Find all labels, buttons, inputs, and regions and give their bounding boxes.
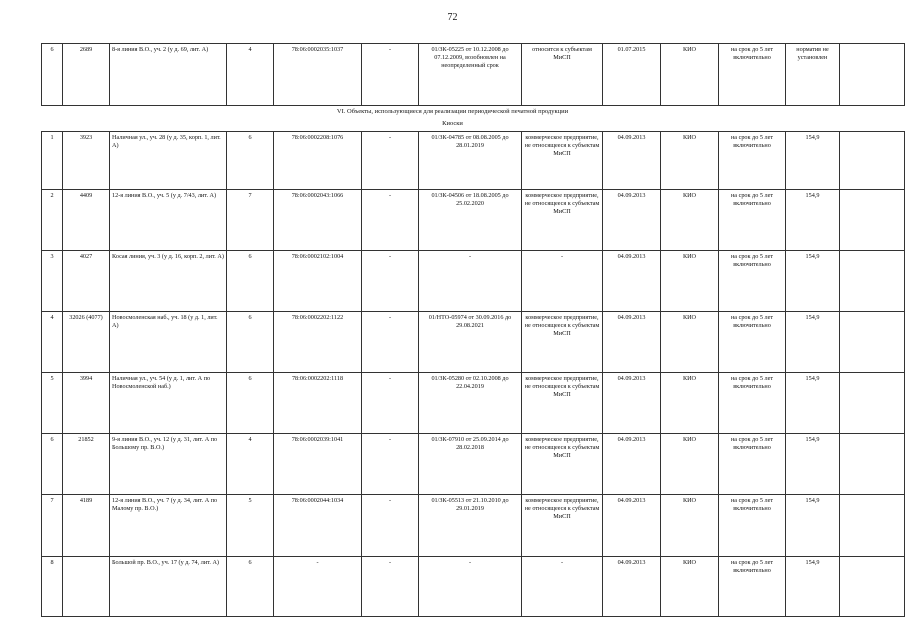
table-row bbox=[42, 312, 905, 373]
note bbox=[840, 434, 905, 495]
page-number: 72 bbox=[447, 12, 458, 23]
note bbox=[840, 44, 905, 106]
extra-field: - bbox=[362, 190, 419, 251]
contract: 01/ЗК-04785 от 08.08.2005 до 28.01.2019 bbox=[419, 132, 522, 190]
tenant-type: коммерческое предприятие, не относящееся к субъектам МиСП bbox=[522, 190, 603, 251]
table-row bbox=[42, 557, 905, 617]
contract: 01/ЗК-07910 от 25.09.2014 до 28.02.2018 bbox=[419, 434, 522, 495]
authority: КИО bbox=[661, 312, 719, 373]
authority: КИО bbox=[661, 190, 719, 251]
tenant-type: относится к субъектам МиСП bbox=[522, 44, 603, 106]
rate: 154,9 bbox=[786, 434, 840, 495]
date: 04.09.2013 bbox=[603, 132, 661, 190]
tenant-type: коммерческое предприятие, не относящееся к субъектам МиСП bbox=[522, 373, 603, 434]
term: на срок до 5 лет включительно bbox=[719, 132, 786, 190]
term: на срок до 5 лет включительно bbox=[719, 373, 786, 434]
term: на срок до 5 лет включительно bbox=[719, 557, 786, 617]
note bbox=[840, 312, 905, 373]
object-id: 32026 (4077) bbox=[63, 312, 110, 373]
cadastral-number: 78:06:0002039:1041 bbox=[274, 434, 362, 495]
contract: 01/НТО-05974 от 30.09.2016 до 29.08.2021 bbox=[419, 312, 522, 373]
extra-field: - bbox=[362, 251, 419, 312]
area: 6 bbox=[227, 312, 274, 373]
row-number: 5 bbox=[42, 373, 63, 434]
contract: 01/ЗК-05513 от 21.10.2010 до 29.01.2019 bbox=[419, 495, 522, 557]
extra-field: - bbox=[362, 557, 419, 617]
table-row bbox=[42, 434, 905, 495]
table-row bbox=[42, 132, 905, 190]
rate: 154,9 bbox=[786, 373, 840, 434]
tenant-type: коммерческое предприятие, не относящееся к субъектам МиСП bbox=[522, 132, 603, 190]
authority: КИО bbox=[661, 557, 719, 617]
area: 6 bbox=[227, 132, 274, 190]
address: 12-я линия В.О., уч. 5 (у д. 7/43, лит. А) bbox=[110, 190, 227, 251]
extra-field: - bbox=[362, 495, 419, 557]
authority: КИО bbox=[661, 251, 719, 312]
date: 04.09.2013 bbox=[603, 557, 661, 617]
row-number: 6 bbox=[42, 434, 63, 495]
row-number: 1 bbox=[42, 132, 63, 190]
object-id: 21852 bbox=[63, 434, 110, 495]
table-row bbox=[42, 373, 905, 434]
extra-field: - bbox=[362, 373, 419, 434]
object-id: 4189 bbox=[63, 495, 110, 557]
note bbox=[840, 495, 905, 557]
tenant-type: - bbox=[522, 251, 603, 312]
cadastral-number: 78:06:0002102:1004 bbox=[274, 251, 362, 312]
object-id: 3923 bbox=[63, 132, 110, 190]
address: 8-я линия В.О., уч. 2 (у д. 69, лит. А) bbox=[110, 44, 227, 106]
contract: 01/ЗК-05225 от 10.12.2008 до 07.12.2009, возобновлен на неопределенный срок bbox=[419, 44, 522, 106]
authority: КИО bbox=[661, 434, 719, 495]
authority: КИО bbox=[661, 495, 719, 557]
area: 5 bbox=[227, 495, 274, 557]
section-subtitle: Киоски bbox=[442, 120, 463, 127]
section-title: VI. Объекты, использующиеся для реализации периодической печатной продукции bbox=[336, 108, 569, 115]
address: Новосмоленская наб., уч. 18 (у д. 1, лит. А) bbox=[110, 312, 227, 373]
extra-field: - bbox=[362, 312, 419, 373]
contract: - bbox=[419, 557, 522, 617]
tenant-type: коммерческое предприятие, не относящееся к субъектам МиСП bbox=[522, 495, 603, 557]
term: на срок до 5 лет включительно bbox=[719, 312, 786, 373]
table-row bbox=[42, 495, 905, 557]
rate: 154,9 bbox=[786, 495, 840, 557]
address: Наличная ул., уч. 28 (у д. 35, корп. 1, лит. А) bbox=[110, 132, 227, 190]
date: 04.09.2013 bbox=[603, 434, 661, 495]
rate: 154,9 bbox=[786, 251, 840, 312]
area: 6 bbox=[227, 557, 274, 617]
note bbox=[840, 557, 905, 617]
note bbox=[840, 251, 905, 312]
date: 01.07.2015 bbox=[603, 44, 661, 106]
object-id: 4027 bbox=[63, 251, 110, 312]
contract: - bbox=[419, 251, 522, 312]
rate: 154,9 bbox=[786, 557, 840, 617]
rate: 154,9 bbox=[786, 132, 840, 190]
address: Наличная ул., уч. 54 (у д. 1, лит. А по Новосмоленской наб.) bbox=[110, 373, 227, 434]
note bbox=[840, 190, 905, 251]
cadastral-number: 78:06:0002202:1118 bbox=[274, 373, 362, 434]
authority: КИО bbox=[661, 373, 719, 434]
cadastral-number: 78:06:0002043:1066 bbox=[274, 190, 362, 251]
address: 9-я линия В.О., уч. 12 (у д. 31, лит. А по Большому пр. В.О.) bbox=[110, 434, 227, 495]
term: на срок до 5 лет включительно bbox=[719, 495, 786, 557]
row-number: 3 bbox=[42, 251, 63, 312]
table-row bbox=[42, 190, 905, 251]
area: 6 bbox=[227, 373, 274, 434]
cadastral-number: - bbox=[274, 557, 362, 617]
address: Большой пр. В.О., уч. 17 (у д. 74, лит. А) bbox=[110, 557, 227, 617]
row-number: 7 bbox=[42, 495, 63, 557]
cadastral-number: 78:06:0002202:1122 bbox=[274, 312, 362, 373]
kiosk-table bbox=[41, 131, 905, 617]
authority: КИО bbox=[661, 44, 719, 106]
note bbox=[840, 132, 905, 190]
cadastral-number: 78:06:0002035:1037 bbox=[274, 44, 362, 106]
date: 04.09.2013 bbox=[603, 190, 661, 251]
area: 7 bbox=[227, 190, 274, 251]
term: на срок до 5 лет включительно bbox=[719, 190, 786, 251]
object-id bbox=[63, 557, 110, 617]
object-id: 2689 bbox=[63, 44, 110, 106]
object-id: 4409 bbox=[63, 190, 110, 251]
row-number: 4 bbox=[42, 312, 63, 373]
tenant-type: - bbox=[522, 557, 603, 617]
address: 12-я линия В.О., уч. 7 (у д. 34, лит. А по Малому пр. В.О.) bbox=[110, 495, 227, 557]
extra-field: - bbox=[362, 434, 419, 495]
row-number: 2 bbox=[42, 190, 63, 251]
note bbox=[840, 373, 905, 434]
top-table bbox=[41, 43, 905, 106]
rate: 154,9 bbox=[786, 190, 840, 251]
term: на срок до 5 лет включительно bbox=[719, 251, 786, 312]
address: Косая линия, уч. 3 (у д. 16, корп. 2, лит. А) bbox=[110, 251, 227, 312]
table-row bbox=[42, 44, 905, 106]
rate: 154,9 bbox=[786, 312, 840, 373]
date: 04.09.2013 bbox=[603, 373, 661, 434]
area: 4 bbox=[227, 44, 274, 106]
extra-field: - bbox=[362, 44, 419, 106]
area: 4 bbox=[227, 434, 274, 495]
contract: 01/ЗК-04506 от 18.08.2005 до 25.02.2020 bbox=[419, 190, 522, 251]
date: 04.09.2013 bbox=[603, 251, 661, 312]
row-number: 6 bbox=[42, 44, 63, 106]
date: 04.09.2013 bbox=[603, 495, 661, 557]
term: на срок до 5 лет включительно bbox=[719, 44, 786, 106]
extra-field: - bbox=[362, 132, 419, 190]
area: 6 bbox=[227, 251, 274, 312]
table-row bbox=[42, 251, 905, 312]
contract: 01/ЗК-05280 от 02.10.2008 до 22.04.2019 bbox=[419, 373, 522, 434]
cadastral-number: 78:06:0002044:1034 bbox=[274, 495, 362, 557]
term: на срок до 5 лет включительно bbox=[719, 434, 786, 495]
cadastral-number: 78:06:0002208:1076 bbox=[274, 132, 362, 190]
object-id: 3994 bbox=[63, 373, 110, 434]
rate: норматив не установлен bbox=[786, 44, 840, 106]
authority: КИО bbox=[661, 132, 719, 190]
date: 04.09.2013 bbox=[603, 312, 661, 373]
row-number: 8 bbox=[42, 557, 63, 617]
tenant-type: коммерческое предприятие, не относящееся к субъектам МиСП bbox=[522, 434, 603, 495]
tenant-type: коммерческое предприятие, не относящееся к субъектам МиСП bbox=[522, 312, 603, 373]
